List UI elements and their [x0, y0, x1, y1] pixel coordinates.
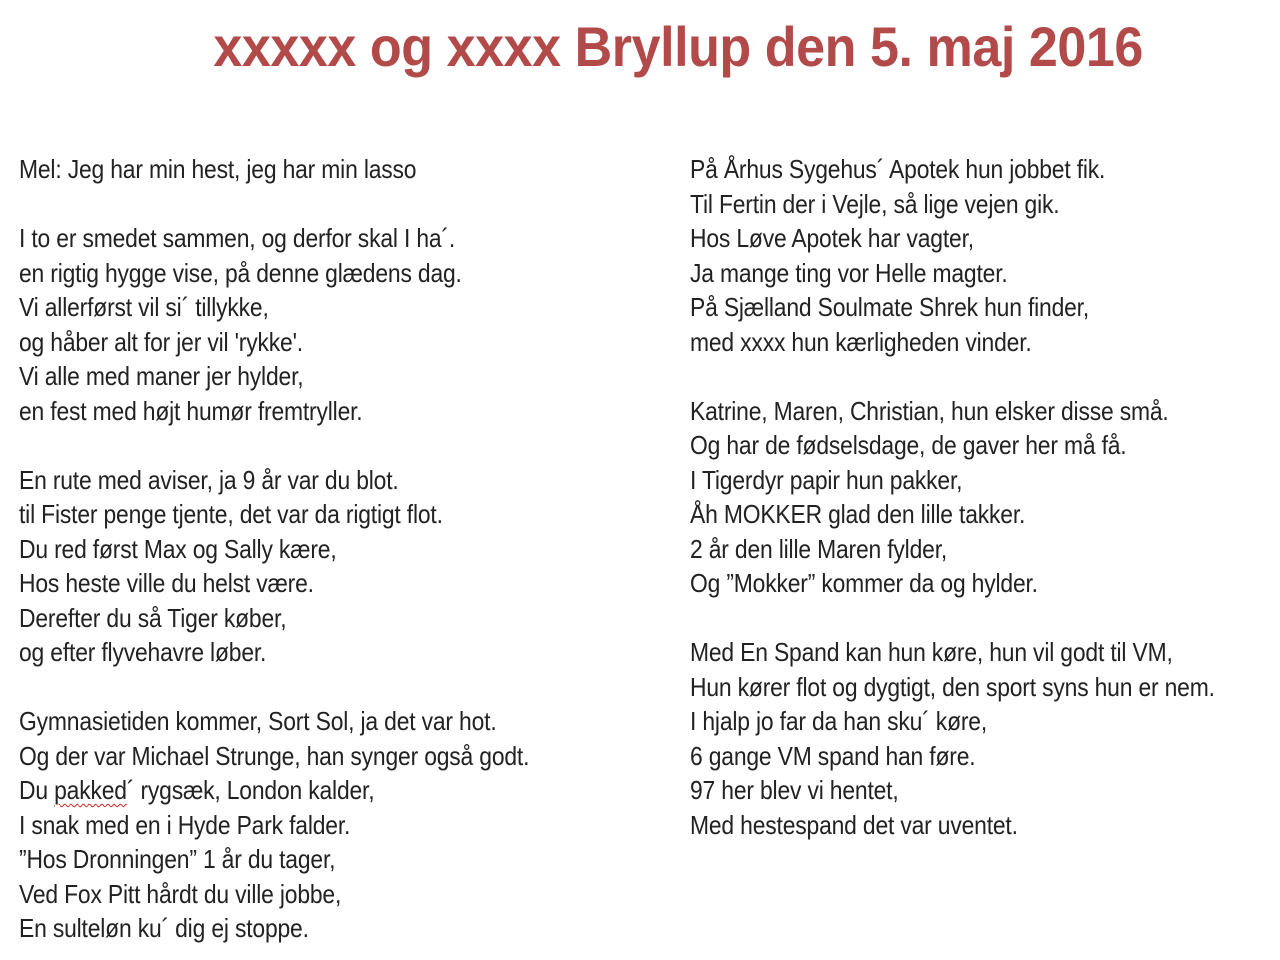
- verse-line: Vi allerførst vil si´ tillykke,: [19, 292, 269, 322]
- verse-line: Og har de fødselsdage, de gaver her må få.: [690, 430, 1127, 460]
- verse-line: En sulteløn ku´ dig ej stoppe.: [19, 913, 309, 943]
- verse-line: Med En Spand kan hun køre, hun vil godt til VM,: [690, 637, 1173, 667]
- verse-line: I snak med en i Hyde Park falder.: [19, 809, 351, 840]
- verse-line: ”Hos Dronningen” 1 år du tager,: [19, 844, 336, 874]
- melody-line: Mel: Jeg har min hest, jeg har min lasso: [19, 154, 417, 184]
- verse-3: [19, 704, 626, 946]
- verse-line: til Fister penge tjente, det var da rigtigt flot.: [19, 499, 443, 529]
- document-title: xxxxx og xxxx Bryllup den 5. maj 2016: [213, 15, 1143, 78]
- verse-line: Åh MOKKER glad den lille takker.: [690, 499, 1026, 529]
- spellcheck-marked-word: pakked: [54, 775, 127, 805]
- verse-line: og håber alt for jer vil 'rykke'.: [19, 326, 303, 357]
- stanza-gap: [19, 670, 626, 705]
- verse-line: Hos Løve Apotek har vagter,: [690, 223, 974, 253]
- verse-line: I Tigerdyr papir hun pakker,: [690, 464, 963, 495]
- verse-line: Til Fertin der i Vejle, så lige vejen gik.: [690, 188, 1060, 219]
- verse-line: 97 her blev vi hentet,: [690, 775, 899, 805]
- verse-4: [690, 152, 1271, 359]
- verse-line: og efter flyvehavre løber.: [19, 637, 267, 667]
- verse-line: en fest med højt humør fremtryller.: [19, 395, 363, 426]
- verse-6: [690, 635, 1271, 842]
- verse-5: [690, 394, 1271, 601]
- verse-line: Med hestespand det var uventet.: [690, 809, 1018, 840]
- verse-text: Du: [19, 775, 55, 805]
- verse-line: Og ”Mokker” kommer da og hylder.: [690, 568, 1038, 598]
- verse-line: Gymnasietiden kommer, Sort Sol, ja det var hot.: [19, 706, 497, 736]
- stanza-gap: [19, 187, 626, 222]
- verse-line: Ved Fox Pitt hårdt du ville jobbe,: [19, 878, 342, 909]
- verse-line: Derefter du så Tiger køber,: [19, 602, 287, 633]
- verse-line: En rute med aviser, ja 9 år var du blot.: [19, 464, 399, 495]
- verse-text: ´ rygsæk, London kalder,: [126, 775, 375, 805]
- verse-line: Du red først Max og Sally kære,: [19, 533, 337, 564]
- verse-line: I to er smedet sammen, og derfor skal I ha´.: [19, 223, 456, 253]
- right-column: [690, 152, 1271, 842]
- verse-line: med xxxx hun kærligheden vinder.: [690, 326, 1032, 357]
- stanza-gap: [690, 359, 1271, 394]
- verse-line: 2 år den lille Maren fylder,: [690, 533, 948, 564]
- stanza-gap: [19, 428, 626, 463]
- verse-line: 6 gange VM spand han føre.: [690, 740, 976, 771]
- verse-1: [19, 221, 626, 428]
- verse-line: Hun kører flot og dygtigt, den sport syns hun er nem.: [690, 671, 1215, 702]
- verse-line: Og der var Michael Strunge, han synger også godt.: [19, 740, 530, 771]
- verse-line: Hos heste ville du helst være.: [19, 568, 314, 598]
- verse-2: [19, 463, 626, 670]
- stanza-gap: [690, 601, 1271, 636]
- verse-line: I hjalp jo far da han sku´ køre,: [690, 706, 988, 736]
- left-column: [19, 152, 626, 946]
- verse-line: Katrine, Maren, Christian, hun elsker disse små.: [690, 395, 1169, 426]
- verse-line: Ja mange ting vor Helle magter.: [690, 257, 1008, 288]
- verse-line: På Sjælland Soulmate Shrek hun finder,: [690, 292, 1090, 322]
- verse-line: [19, 773, 626, 808]
- verse-line: Vi alle med maner jer hylder,: [19, 361, 304, 391]
- verse-line: en rigtig hygge vise, på denne glædens dag.: [19, 257, 462, 288]
- verse-line: På Århus Sygehus´ Apotek hun jobbet fik.: [690, 154, 1106, 184]
